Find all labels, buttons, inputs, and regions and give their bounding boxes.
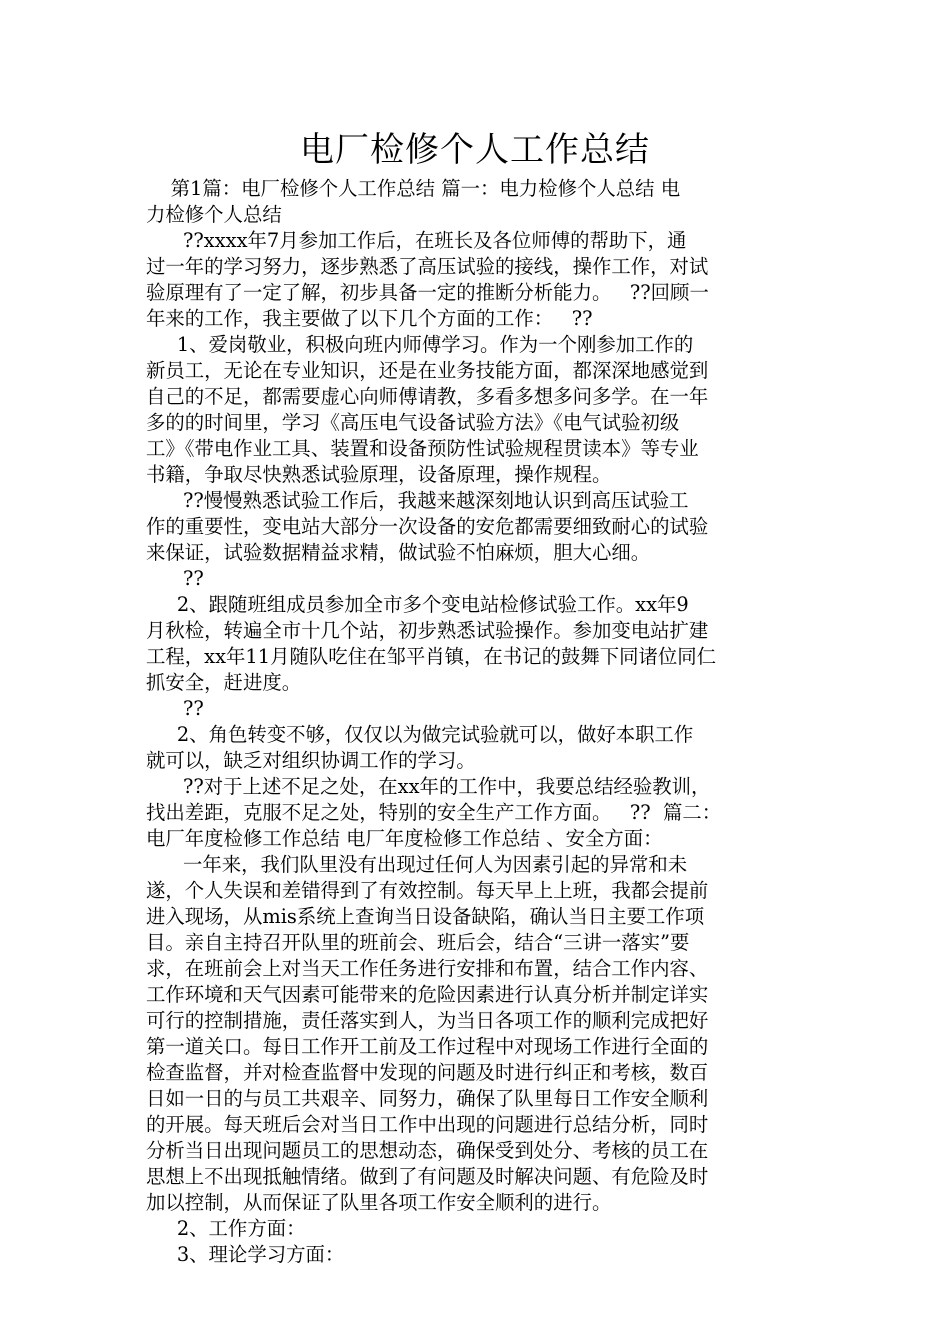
body-line: 抓安全，赶进度。 xyxy=(146,671,302,694)
body-line: 第一道关口。每日工作开工前及工作过程中对现场工作进行全面的 xyxy=(146,1035,709,1058)
body-line: 日如一日的与员工共艰辛、同努力，确保了队里每日工作安全顺利 xyxy=(146,1087,709,1110)
body-line: 分析当日出现问题员工的思想动态，确保受到处分、考核的员工在 xyxy=(146,1139,709,1162)
body-line: 就可以，缺乏对组织协调工作的学习。 xyxy=(146,749,476,772)
body-line: ?? xyxy=(146,697,204,720)
body-line: 自己的不足，都需要虚心向师傅请教，多看多想多问多学。在一年 xyxy=(146,385,709,408)
body-line: 进入现场，从mis系统上查询当日设备缺陷，确认当日主要工作项 xyxy=(146,905,705,928)
body-line: 目。亲自主持召开队里的班前会、班后会，结合“三讲一落实”要 xyxy=(146,931,690,954)
body-line: 检查监督，并对检查监督中发现的问题及时进行纠正和考核，数百 xyxy=(146,1061,709,1084)
body-line: 力检修个人总结 xyxy=(146,203,282,226)
body-line: 3、理论学习方面： xyxy=(146,1243,345,1266)
body-line: 工程，xx年11月随队吃住在邹平肖镇，在书记的鼓舞下同诸位同仁 xyxy=(146,645,717,668)
body-line: 2、跟随班组成员参加全市多个变电站检修试验工作。xx年9 xyxy=(146,593,689,616)
body-line: 工》《带电作业工具、装置和设备预防性试验规程贯读本》等专业 xyxy=(146,437,699,460)
body-line: 年来的工作，我主要做了以下几个方面的工作： ?? xyxy=(146,307,593,330)
document-title: 电厂检修个人工作总结 xyxy=(300,130,650,170)
body-line: 工作环境和天气因素可能带来的危险因素进行认真分析并制定详实 xyxy=(146,983,709,1006)
body-line: ??xxxx年7月参加工作后，在班长及各位师傅的帮助下，通 xyxy=(146,229,687,252)
body-line: 一年来，我们队里没有出现过任何人为因素引起的异常和未 xyxy=(146,853,688,876)
body-line: 过一年的学习努力，逐步熟悉了高压试验的接线，操作工作，对试 xyxy=(146,255,709,278)
body-line: 多的的时间里，学习《高压电气设备试验方法》《电气试验初级 xyxy=(146,411,680,434)
body-line: 可行的控制措施，责任落实到人，为当日各项工作的顺利完成把好 xyxy=(146,1009,709,1032)
body-line: 第1篇：电厂检修个人工作总结 篇一：电力检修个人总结 电 xyxy=(146,177,681,200)
body-line: 月秋检，转遍全市十几个站，初步熟悉试验操作。参加变电站扩建 xyxy=(146,619,709,642)
body-line: 思想上不出现抵触情绪。做到了有问题及时解决问题、有危险及时 xyxy=(146,1165,709,1188)
body-line: ??对于上述不足之处，在xx年的工作中，我要总结经验教训， xyxy=(146,775,711,798)
body-line: 遂，个人失误和差错得到了有效控制。每天早上上班，我都会提前 xyxy=(146,879,709,902)
body-line: 的开展。每天班后会对当日工作中出现的问题进行总结分析，同时 xyxy=(146,1113,709,1136)
body-line: 加以控制，从而保证了队里各项工作安全顺利的进行。 xyxy=(146,1191,612,1214)
document-body xyxy=(146,176,826,1268)
body-line: 新员工，无论在专业知识，还是在业务技能方面，都深深地感觉到 xyxy=(146,359,709,382)
body-line: 求，在班前会上对当天工作任务进行安排和布置，结合工作内容、 xyxy=(146,957,709,980)
body-line: 电厂年度检修工作总结 电厂年度检修工作总结 、安全方面： xyxy=(146,827,663,850)
body-line: 来保证，试验数据精益求精，做试验不怕麻烦，胆大心细。 xyxy=(146,541,651,564)
body-line: 验原理有了一定了解，初步具备一定的推断分析能力。 ??回顾一 xyxy=(146,281,709,304)
body-line: ?? xyxy=(146,567,204,590)
body-line: 书籍，争取尽快熟悉试验原理，设备原理，操作规程。 xyxy=(146,463,612,486)
body-line: 1、爱岗敬业，积极向班内师傅学习。作为一个刚参加工作的 xyxy=(146,333,694,356)
body-line: 找出差距，克服不足之处，特别的安全生产工作方面。 ?? 篇二： xyxy=(146,801,722,824)
body-line: ??慢慢熟悉试验工作后，我越来越深刻地认识到高压试验工 xyxy=(146,489,689,512)
body-line: 2、角色转变不够，仅仅以为做完试验就可以，做好本职工作 xyxy=(146,723,694,746)
body-line: 2、工作方面： xyxy=(146,1217,306,1240)
body-line: 作的重要性，变电站大部分一次设备的安危都需要细致耐心的试验 xyxy=(146,515,709,538)
